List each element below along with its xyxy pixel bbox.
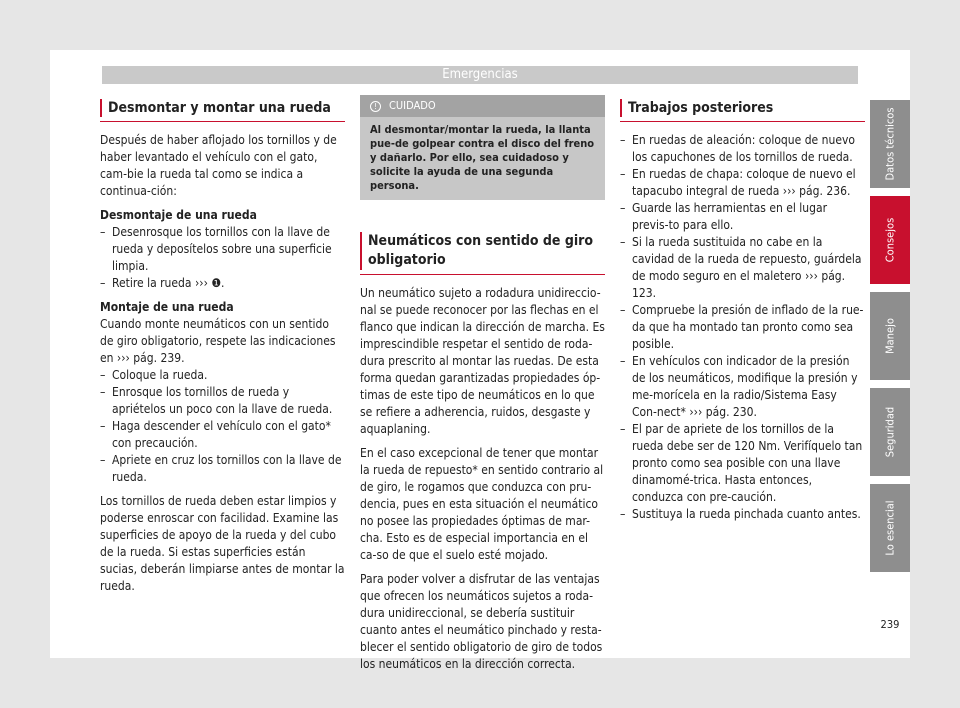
list-item: – Retire la rueda ››› ❶. xyxy=(100,275,345,292)
tab-lo-esencial[interactable]: Lo esencial xyxy=(870,484,910,572)
list-item: – Apriete en cruz los tornillos con la llave de rueda. xyxy=(100,452,345,486)
list-item: – Desenrosque los tornillos con la llave de rueda y deposítelos sobre una superficie limpia. xyxy=(100,224,345,275)
column-follow-up-work xyxy=(620,95,865,530)
paragraph: Para poder volver a disfrutar de las ventajas que ofrecen los neumáticos sujetos a roda-dura unidireccional, se debería sustituir cuanto antes el neumático pinchado y resta-blecer el sentido obligatorio de giro de todos los neumáticos en la dirección correcta. xyxy=(360,572,603,671)
manual-page xyxy=(50,50,910,671)
list-item: – Haga descender el vehículo con el gato* con precaución. xyxy=(100,418,345,452)
list-item: – Guarde las herramientas en el lugar previs-to para ello. xyxy=(620,200,865,234)
tab-datos-tecnicos[interactable]: Datos técnicos xyxy=(870,100,910,188)
list-item: – Sustituya la rueda pinchada cuanto antes. xyxy=(620,506,865,523)
paragraph: Un neumático sujeto a rodadura unidireccio-nal se puede reconocer por las flechas en el flanco que indican la dirección de marcha. Es imprescindible respetar el sentido de roda-dura prescrito al montar las ruedas. De esta forma quedan garantizadas propiedades óp-timas de este tipo de neumáticos en lo que se refiere a adherencia, ruidos, desgaste y aquaplaning. xyxy=(360,286,605,436)
list-item: – En vehículos con indicador de la presión de los neumáticos, modifique la presión y me-morícela en la radio/Sistema Easy Con-nect* ››› pág. 230. xyxy=(620,353,865,421)
caution-box xyxy=(360,95,605,200)
list-item: – Compruebe la presión de inflado de la rue-da que ha montado tan pronto como sea posible. xyxy=(620,302,865,353)
intro-paragraph: Después de haber aflojado los tornillos y de haber levantado el vehículo con el gato, cam-bie la rueda tal como se indica a continua-ción: xyxy=(100,133,337,198)
column-wheel-change xyxy=(100,95,345,602)
follow-up-steps xyxy=(620,132,865,523)
paragraph: En el caso excepcional de tener que montar la rueda de repuesto* en sentido contrario al de giro, le rogamos que conduzca con pru-dencia, pues en esta situación el neumático no posee las propiedades óptimas de mar-cha. Esto es de especial importancia en el ca-so de que el suelo esté mojado. xyxy=(360,446,604,562)
section-header: Emergencias xyxy=(102,66,858,84)
subheading-mounting: Montaje de una rueda xyxy=(100,300,234,314)
list-item: – Coloque la rueda. xyxy=(100,367,345,384)
caution-header xyxy=(360,95,605,117)
list-item: – En ruedas de chapa: coloque de nuevo el tapacubo integral de rueda ››› pág. 236. xyxy=(620,166,865,200)
heading-directional-tyres: Neumáticos con sentido de giro obligatorio xyxy=(360,228,605,275)
list-item: – Enrosque los tornillos de rueda y apriételos un poco con la llave de rueda. xyxy=(100,384,345,418)
removal-steps xyxy=(100,224,345,292)
tab-consejos[interactable]: Consejos xyxy=(870,196,910,284)
column-directional-tyres xyxy=(360,95,605,680)
tab-manejo[interactable]: Manejo xyxy=(870,292,910,380)
bolts-paragraph: Los tornillos de rueda deben estar limpios y poderse enroscar con facilidad. Examine las superficies de apoyo de la rueda y del cubo de la rueda. Si estas superficies están sucias, deberán limpiarse antes de montar la rueda. xyxy=(100,494,345,593)
mounting-steps xyxy=(100,367,345,486)
subheading-removal: Desmontaje de una rueda xyxy=(100,208,257,222)
chapter-tabs xyxy=(870,100,910,580)
page-number: 239 xyxy=(880,618,900,631)
list-item: – En ruedas de aleación: coloque de nuevo los capuchones de los tornillos de rueda. xyxy=(620,132,865,166)
list-item: – El par de apriete de los tornillos de la rueda debe ser de 120 Nm. Verifíquelo tan pronto como sea posible con una llave dinamomé-trica. Hasta entonces, conduzca con pre-caución. xyxy=(620,421,865,506)
heading-follow-up-work: Trabajos posteriores xyxy=(620,95,865,122)
mounting-paragraph: Cuando monte neumáticos con un sentido de giro obligatorio, respete las indicaciones en ››› pág. 239. xyxy=(100,317,336,365)
caution-title: CUIDADO xyxy=(389,99,436,112)
warning-icon: ! xyxy=(370,101,381,112)
list-item: – Si la rueda sustituida no cabe en la cavidad de la rueda de repuesto, guárdela de modo seguro en el maletero ››› pág. 123. xyxy=(620,234,865,302)
tab-seguridad[interactable]: Seguridad xyxy=(870,388,910,476)
caution-text: Al desmontar/montar la rueda, la llanta pue-de golpear contra el disco del freno y dañarlo. Por ello, sea cuidadoso y solicite la ayuda de una segunda persona. xyxy=(370,123,595,192)
heading-wheel-change: Desmontar y montar una rueda xyxy=(100,95,345,122)
